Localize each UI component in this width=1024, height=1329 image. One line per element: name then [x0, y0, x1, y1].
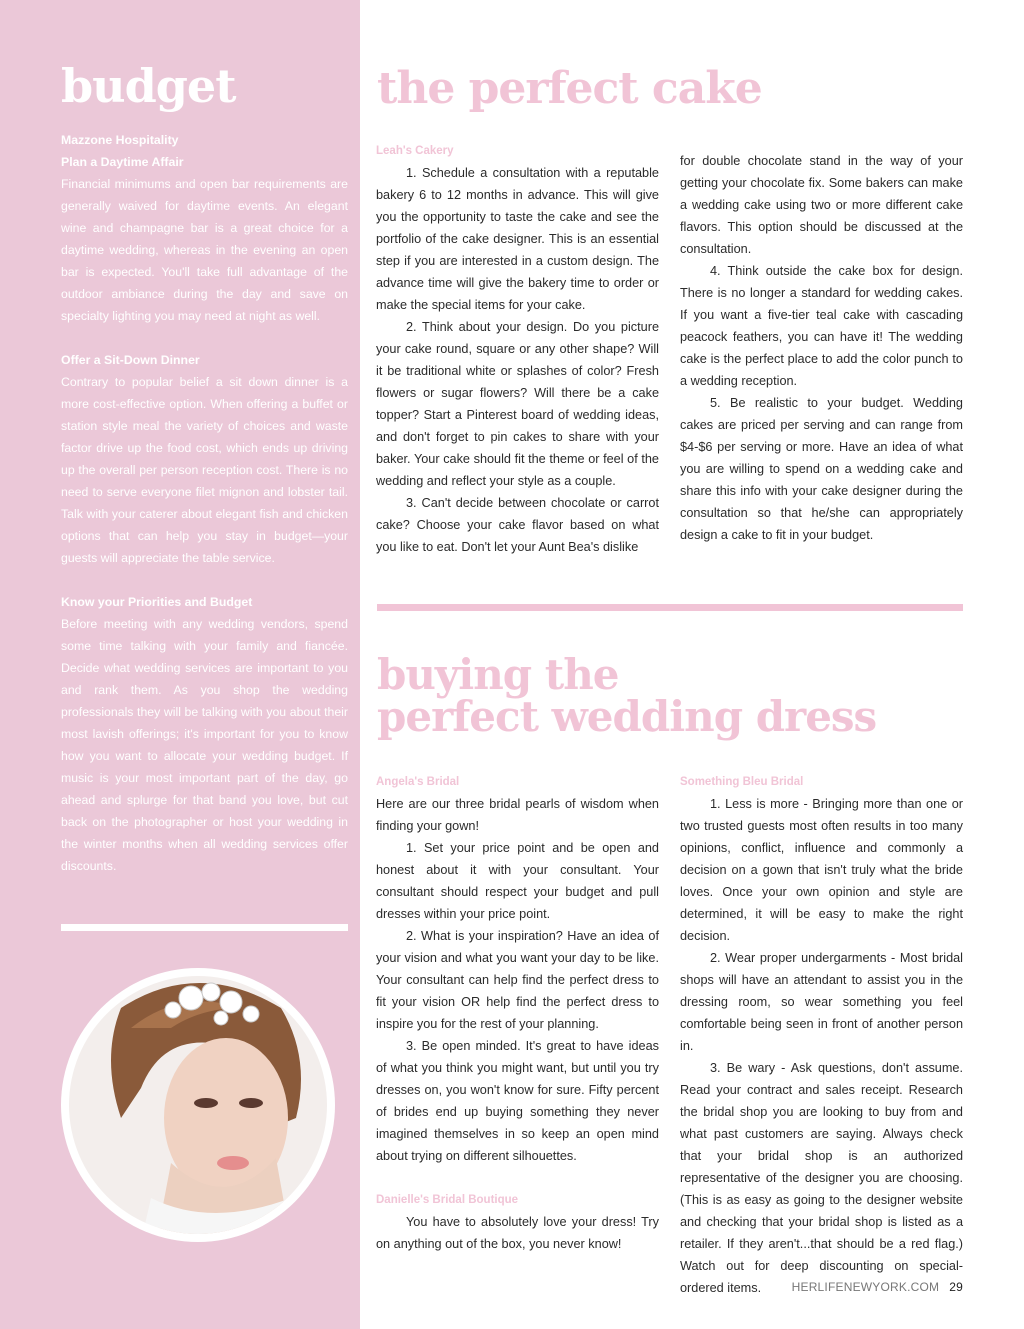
page-number: 29: [949, 1280, 963, 1294]
dress-source: Something Bleu Bridal: [680, 776, 804, 788]
cake-tip: 4. Think outside the cake box for design. There is no longer a standard for wedding cakes. If you want a five-tier teal cake with cascading peacock feathers, you can have it! The wedding cake is the perfect place to add the color punch to a wedding reception.: [680, 264, 963, 388]
dress-source: Angela's Bridal: [376, 776, 460, 788]
cake-tip: 2. Think about your design. Do you picture your cake round, square or any other shape? Will it be traditional white or splashes of color? Fresh flowers or sugar flowers? Will there be a cake topper? Start a Pinterest board of wedding ideas, and don't forget to pin cakes to share with your baker. Your cake should fit the theme or feel of the wedding and reflect your style as a couple.: [376, 320, 659, 488]
dress-tip: 2. Wear proper undergarments - Most bridal shops will have an attendant to assist you in the dressing room, so wear something you feel comfortable being seen in front of another person in.: [680, 951, 963, 1053]
section-body: Before meeting with any wedding vendors, spend some time talking with your family and fiancée. Decide what wedding services are important to you and rank them. As you shop the wedding professionals they will be talking with you about their most lavish offerings; it's important for you to know how you want to allocate your wedding budget. If music is your most important part of the day, go ahead and splurge for that band you love, but cut back on the photographer or host your wedding in the winter months when all wedding services offer discounts.: [61, 617, 348, 873]
cake-title: the perfect cake: [377, 63, 762, 114]
budget-title: budget: [61, 59, 236, 113]
cake-tip: 1. Schedule a consultation with a reputable bakery 6 to 12 months in advance. This will give you the opportunity to taste the cake and see the portfolio of the cake designer. This is an essential step if you are interested in a custom design. The advance time will give the bakery time to order or make the special items for your cake.: [376, 166, 659, 312]
dress-title-line-2: perfect wedding dress: [377, 692, 877, 741]
dress-tip: 1. Set your price point and be open and honest about it with your consultant. Your consultant should respect your budget and pull dresses within your price point.: [376, 841, 659, 921]
dress-tip: 2. What is your inspiration? Have an idea of your vision and what you want your day to be like. Your consultant can help find the perfect dress to fit your vision OR help find the perfect dress to inspire you for the rest of your planning.: [376, 929, 659, 1031]
dress-source: Danielle's Bridal Boutique: [376, 1194, 519, 1206]
page-footer: [700, 1280, 963, 1294]
dress-title: [377, 650, 877, 741]
bride-photo: [61, 968, 335, 1242]
dress-tip: 3. Be open minded. It's great to have ideas of what you think you might want, but until you try dresses on, you won't know for sure. Fifty percent of brides end up buying something they never imagined themselves in so keep an open mind about trying on different silhouettes.: [376, 1039, 659, 1163]
dress-title-line-1: buying the: [377, 650, 619, 699]
cake-tip: 5. Be realistic to your budget. Wedding cakes are priced per serving and can range from $4-$6 per serving or more. Have an idea of what you are willing to spend on a wedding cake and share this info with your cake designer during the consultation so that he/she can appropriately design a cake to fit in your budget.: [680, 396, 963, 542]
cake-source: Leah's Cakery: [376, 145, 454, 157]
dress-column-1: [376, 771, 659, 1255]
budget-sidebar: [0, 0, 360, 1329]
budget-source: Mazzone Hospitality: [61, 133, 179, 147]
cake-column-2: [680, 150, 963, 546]
cake-tip-continued: for double chocolate stand in the way of your getting your chocolate fix. Some bakers can make a wedding cake using two or more different cake flavors. This option should be discussed at the consultation.: [680, 154, 963, 256]
dress-tip: You have to absolutely love your dress! Try on anything out of the box, you never know!: [376, 1215, 659, 1251]
cake-tip: 3. Can't decide between chocolate or carrot cake? Choose your cake flavor based on what you like to eat. Don't let your Aunt Bea's dislike: [376, 496, 659, 554]
budget-text: [61, 129, 348, 877]
section-heading: Offer a Sit-Down Dinner: [61, 353, 200, 367]
dress-column-2: [680, 771, 963, 1299]
dress-tip: 1. Less is more - Bringing more than one or two trusted guests most often results in too many opinions, conflict, influence and commonly a decision on a gown that isn't truly what the bride loves. Once your own opinion and style are determined, it will be easy to make the right decision.: [680, 797, 963, 943]
section-divider: [377, 604, 963, 611]
section-body: Contrary to popular belief a sit down dinner is a more cost-effective option. When offering a buffet or station style meal the variety of choices and waste factor drive up the food cost, which ends up driving up the overall per person reception cost. There is no need to serve everyone filet mignon and lobster tail. Talk with your caterer about elegant fish and chicken options that can help you stay in budget—your guests will appreciate the table service.: [61, 375, 348, 565]
cake-column-1: [376, 140, 659, 558]
section-heading: Plan a Daytime Affair: [61, 155, 184, 169]
footer-site: HERLIFENEWYORK.COM: [791, 1280, 940, 1294]
dress-intro: Here are our three bridal pearls of wisdom when finding your gown!: [376, 797, 659, 833]
section-body: Financial minimums and open bar requirements are generally waived for daytime events. An elegant wine and champagne bar is a great choice for a daytime wedding, whereas in the evening an open bar is expected. You'll take full advantage of the outdoor ambiance during the day and save on specialty lighting you may need at night as well.: [61, 177, 348, 323]
sidebar-divider: [61, 924, 348, 931]
section-heading: Know your Priorities and Budget: [61, 595, 253, 609]
dress-tip: 3. Be wary - Ask questions, don't assume. Read your contract and sales receipt. Research the bridal shop you are looking to buy from and what past customers are saying. Always check that your bridal shop is an authorized representative of the designer you are choosing. (This is as easy as going to the designer website and checking that your bridal shop is listed as a retailer. If they aren't...that should be a red flag.) Watch out for deep discounting on special-ordered items.: [680, 1061, 963, 1295]
